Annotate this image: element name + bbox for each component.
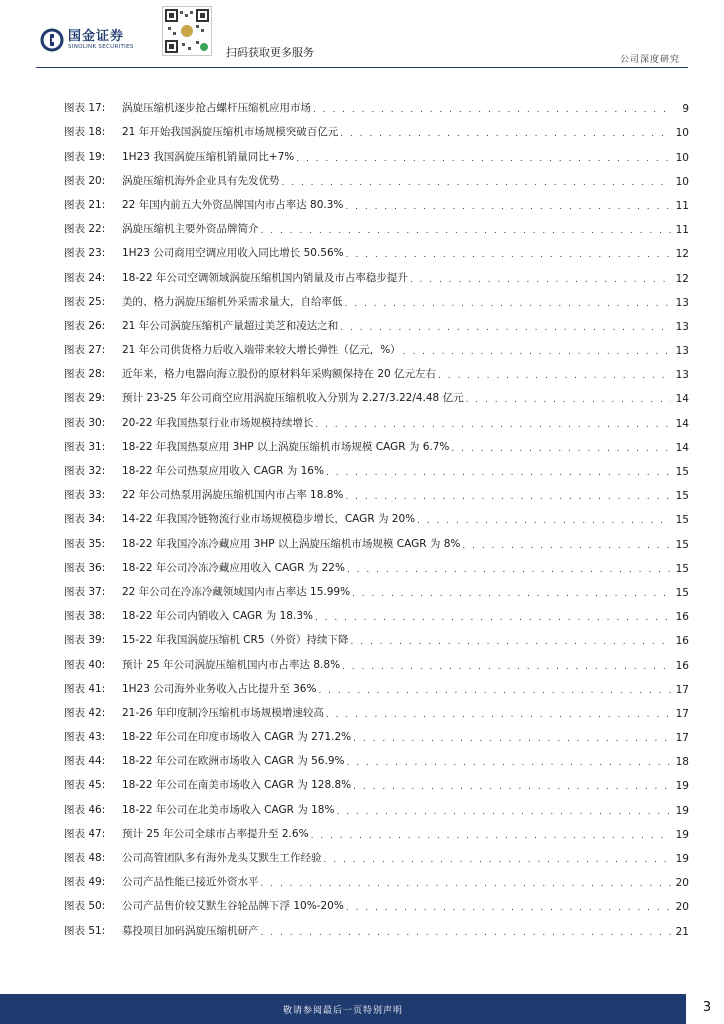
dot-leader <box>345 299 672 309</box>
page-header <box>0 0 724 70</box>
toc-entry[interactable] <box>64 164 689 188</box>
dot-leader <box>410 275 671 285</box>
page-ref: 20 <box>675 901 689 914</box>
toc-entry[interactable] <box>64 139 689 163</box>
dot-leader <box>261 928 672 938</box>
dot-leader <box>336 807 671 817</box>
figure-caption: 18-22 年公司在欧洲市场收入 CAGR 为 56.9% <box>122 755 345 768</box>
document-type: 公司深度研究 <box>619 55 680 65</box>
page-ref: 19 <box>675 780 689 793</box>
dot-leader <box>318 686 671 696</box>
toc-entry[interactable] <box>64 551 689 575</box>
toc-entry[interactable] <box>64 115 689 139</box>
page-ref: 21 <box>675 925 689 938</box>
toc-entry[interactable] <box>64 623 689 647</box>
dot-leader <box>466 395 671 405</box>
figure-number: 图表 25: <box>64 295 106 308</box>
dot-leader <box>315 613 671 623</box>
dot-leader <box>353 734 671 744</box>
dot-leader <box>353 782 671 792</box>
toc-entry[interactable] <box>64 841 689 865</box>
page-ref: 10 <box>675 127 689 140</box>
toc-entry[interactable] <box>64 212 689 236</box>
figure-number: 图表 41: <box>64 682 106 695</box>
logo-english-name: SINOLINK SECURITIES <box>68 43 134 50</box>
page-ref: 18 <box>675 756 689 769</box>
page-ref: 12 <box>675 248 689 261</box>
toc-entry[interactable] <box>64 792 689 816</box>
dot-leader <box>326 468 671 478</box>
toc-entry[interactable] <box>64 502 689 526</box>
footer-disclaimer: 敬请参阅最后一页特别声明 <box>282 1006 403 1016</box>
figure-caption: 18-22 年公司在印度市场收入 CAGR 为 271.2% <box>122 731 352 744</box>
figure-number: 图表 19: <box>64 150 106 163</box>
figure-number: 图表 27: <box>64 344 106 357</box>
figure-caption: 预计 25 年公司涡旋压缩机国内市占率达 8.8% <box>122 658 341 671</box>
toc-entry[interactable] <box>64 768 689 792</box>
page-ref: 14 <box>675 441 689 454</box>
figure-caption: 21 年公司供货格力后收入端带来较大增长弹性（亿元，%） <box>122 344 401 357</box>
page-ref: 10 <box>675 175 689 188</box>
figure-number: 图表 35: <box>64 537 106 550</box>
toc-entry[interactable] <box>64 720 689 744</box>
page-ref: 15 <box>675 514 689 527</box>
figure-list <box>64 91 689 938</box>
figure-number: 图表 34: <box>64 513 106 526</box>
figure-caption: 20-22 年我国热泵行业市场规模持续增长 <box>122 416 314 429</box>
dot-leader <box>342 662 671 672</box>
dot-leader <box>282 178 672 188</box>
toc-entry[interactable] <box>64 696 689 720</box>
figure-number: 图表 31: <box>64 440 106 453</box>
figure-caption: 14-22 年我国冷链物流行业市场规模稳步增长，CAGR 为 20% <box>122 513 416 526</box>
sinolink-logo-icon <box>40 28 64 52</box>
dot-leader <box>462 541 671 551</box>
figure-caption: 22 年国内前五大外资品牌国内市占率达 80.3% <box>122 198 344 211</box>
toc-entry[interactable] <box>64 91 689 115</box>
dot-leader <box>346 903 671 913</box>
figure-caption: 21 年开始我国涡旋压缩机市场规模突破百亿元 <box>122 126 339 139</box>
figure-number: 图表 46: <box>64 803 106 816</box>
dot-leader <box>346 758 671 768</box>
figure-number: 图表 30: <box>64 416 106 429</box>
figure-number: 图表 48: <box>64 852 106 864</box>
figure-caption: 22 年公司热泵用涡旋压缩机国内市占率 18.8% <box>122 489 344 502</box>
figure-number: 图表 36: <box>64 561 106 574</box>
toc-entry[interactable] <box>64 405 689 429</box>
figure-caption: 公司产品售价较艾默生谷轮品牌下浮 10%-20% <box>122 900 344 913</box>
dot-leader <box>326 710 671 720</box>
figure-caption: 18-22 年公司在北美市场收入 CAGR 为 18% <box>122 803 335 816</box>
header-divider <box>36 67 688 68</box>
figure-caption: 22 年公司在冷冻冷藏领域国内市占率达 15.99% <box>122 585 351 598</box>
dot-leader <box>296 154 671 164</box>
toc-entry[interactable] <box>64 333 689 357</box>
dot-leader <box>403 347 671 357</box>
toc-entry[interactable] <box>64 526 689 550</box>
page-ref: 15 <box>675 562 689 575</box>
toc-entry[interactable] <box>64 381 689 405</box>
dot-leader <box>311 831 671 841</box>
page-ref: 15 <box>675 538 689 551</box>
toc-entry[interactable] <box>64 913 689 937</box>
page-ref: 19 <box>675 804 689 817</box>
figure-number: 图表 33: <box>64 489 106 502</box>
figure-number: 图表 22: <box>64 223 106 236</box>
page-ref: 16 <box>675 659 689 672</box>
toc-entry[interactable] <box>64 478 689 502</box>
page-ref: 11 <box>675 199 689 212</box>
figure-number: 图表 47: <box>64 827 106 840</box>
dot-leader <box>417 516 671 526</box>
dot-leader <box>340 129 671 139</box>
qr-caption: 扫码获取更多服务 <box>226 46 314 59</box>
figure-caption: 公司产品性能已接近外资水平 <box>122 876 259 889</box>
page-ref: 15 <box>675 586 689 599</box>
logo-chinese-name: 国金证券 <box>68 28 125 44</box>
figure-caption: 1H23 我国涡旋压缩机销量同比+7% <box>122 150 295 163</box>
figure-caption: 涡旋压缩机主要外资品牌简介 <box>122 223 259 236</box>
figure-caption: 18-22 年我国冷冻冷藏应用 3HP 以上涡旋压缩机市场规模 CAGR 为 8% <box>122 537 461 550</box>
figure-caption: 21 年公司涡旋压缩机产量超过美芝和凌达之和 <box>122 319 339 332</box>
page-ref: 14 <box>675 393 689 406</box>
figure-number: 图表 38: <box>64 610 106 623</box>
figure-number: 图表 49: <box>64 876 106 889</box>
page-number: 3 <box>702 1000 712 1015</box>
dot-leader <box>340 323 671 333</box>
page-ref: 12 <box>675 272 689 285</box>
figure-number: 图表 40: <box>64 658 106 671</box>
page-ref: 19 <box>675 853 689 865</box>
dot-leader <box>346 250 671 260</box>
toc-entry[interactable] <box>64 236 689 260</box>
figure-caption: 近年来，格力电器向海立股份的原材料年采购额保持在 20 亿元左右 <box>122 368 437 381</box>
figure-caption: 18-22 年公司在南美市场收入 CAGR 为 128.8% <box>122 779 352 792</box>
figure-caption: 涡旋压缩机逐步抢占螺杆压缩机应用市场 <box>122 102 311 115</box>
figure-number: 图表 44: <box>64 755 106 768</box>
figure-caption: 1H23 公司海外业务收入占比提升至 36% <box>122 682 317 695</box>
figure-number: 图表 37: <box>64 585 106 598</box>
dot-leader <box>451 444 671 454</box>
page-ref: 17 <box>675 683 689 696</box>
toc-entry[interactable] <box>64 817 689 841</box>
page-ref: 16 <box>675 635 689 648</box>
page-ref: 13 <box>675 296 689 309</box>
dot-leader <box>313 105 671 115</box>
figure-number: 图表 29: <box>64 392 106 405</box>
figure-number: 图表 45: <box>64 779 106 792</box>
dot-leader <box>324 855 672 865</box>
dot-leader <box>315 420 671 430</box>
toc-entry[interactable] <box>64 260 689 284</box>
figure-number: 图表 28: <box>64 368 106 381</box>
page-ref: 9 <box>682 103 689 116</box>
figure-caption: 18-22 年公司热泵应用收入 CAGR 为 16% <box>122 465 324 477</box>
toc-entry[interactable] <box>64 889 689 913</box>
toc-entry[interactable] <box>64 430 689 454</box>
dot-leader <box>438 371 671 381</box>
page-ref: 14 <box>675 417 689 430</box>
figure-number: 图表 32: <box>64 465 106 477</box>
figure-caption: 预计 25 年公司全球市占率提升至 2.6% <box>122 827 309 840</box>
page-ref: 10 <box>675 151 689 164</box>
company-logo <box>40 28 134 52</box>
page-ref: 17 <box>675 732 689 745</box>
figure-caption: 预计 23-25 年公司商空应用涡旋压缩机收入分别为 2.27/3.22/4.48 亿元 <box>122 392 464 405</box>
figure-number: 图表 21: <box>64 198 106 211</box>
toc-entry[interactable] <box>64 575 689 599</box>
dot-leader <box>345 492 671 502</box>
figure-caption: 美的、格力涡旋压缩机外采需求量大，自给率低 <box>122 295 343 308</box>
figure-caption: 募投项目加码涡旋压缩机研产 <box>122 924 259 937</box>
page-ref: 20 <box>675 877 689 890</box>
page-ref: 17 <box>675 707 689 720</box>
page-footer <box>0 994 724 1024</box>
dot-leader <box>351 637 672 647</box>
figure-caption: 21-26 年印度制冷压缩机市场规模增速较高 <box>122 706 324 719</box>
dot-leader <box>261 879 672 889</box>
toc-entry[interactable] <box>64 672 689 696</box>
toc-entry[interactable] <box>64 454 689 478</box>
figure-number: 图表 26: <box>64 319 106 332</box>
figure-number: 图表 51: <box>64 924 106 937</box>
toc-entry[interactable] <box>64 357 689 381</box>
dot-leader <box>352 589 671 599</box>
toc-entry[interactable] <box>64 865 689 889</box>
page-ref: 16 <box>675 611 689 624</box>
toc-entry[interactable] <box>64 744 689 768</box>
toc-entry[interactable] <box>64 309 689 333</box>
figure-number: 图表 42: <box>64 706 106 719</box>
figure-number: 图表 24: <box>64 271 106 284</box>
figure-caption: 公司高管团队多有海外龙头艾默生工作经验 <box>122 852 322 864</box>
page-ref: 13 <box>675 345 689 358</box>
figure-caption: 18-22 年公司内销收入 CAGR 为 18.3% <box>122 610 313 623</box>
figure-number: 图表 43: <box>64 731 106 744</box>
page-ref: 19 <box>675 828 689 841</box>
figure-number: 图表 39: <box>64 634 106 647</box>
figure-number: 图表 50: <box>64 900 106 913</box>
figure-caption: 1H23 公司商用空调应用收入同比增长 50.56% <box>122 247 344 260</box>
figure-caption: 涡旋压缩机海外企业具有先发优势 <box>122 174 280 187</box>
toc-entry[interactable] <box>64 647 689 671</box>
page-ref: 15 <box>675 490 689 503</box>
figure-number: 图表 23: <box>64 247 106 260</box>
figure-caption: 18-22 年我国热泵应用 3HP 以上涡旋压缩机市场规模 CAGR 为 6.7% <box>122 440 450 453</box>
figure-caption: 15-22 年我国涡旋压缩机 CR5（外资）持续下降 <box>122 634 349 647</box>
qr-code-icon <box>162 6 212 56</box>
toc-entry[interactable] <box>64 188 689 212</box>
page-ref: 15 <box>675 466 689 478</box>
figure-number: 图表 18: <box>64 126 106 139</box>
page-ref: 13 <box>675 320 689 333</box>
figure-number: 图表 20: <box>64 174 106 187</box>
dot-leader <box>347 565 671 575</box>
page-ref: 11 <box>675 224 689 237</box>
toc-entry[interactable] <box>64 599 689 623</box>
figure-number: 图表 17: <box>64 102 106 115</box>
figure-caption: 18-22 年公司冷冻冷藏应用收入 CAGR 为 22% <box>122 561 345 574</box>
dot-leader <box>345 202 671 212</box>
dot-leader <box>261 226 672 236</box>
toc-entry[interactable] <box>64 285 689 309</box>
figure-caption: 18-22 年公司空调领域涡旋压缩机国内销量及市占率稳步提升 <box>122 271 408 284</box>
page-ref: 13 <box>675 369 689 382</box>
